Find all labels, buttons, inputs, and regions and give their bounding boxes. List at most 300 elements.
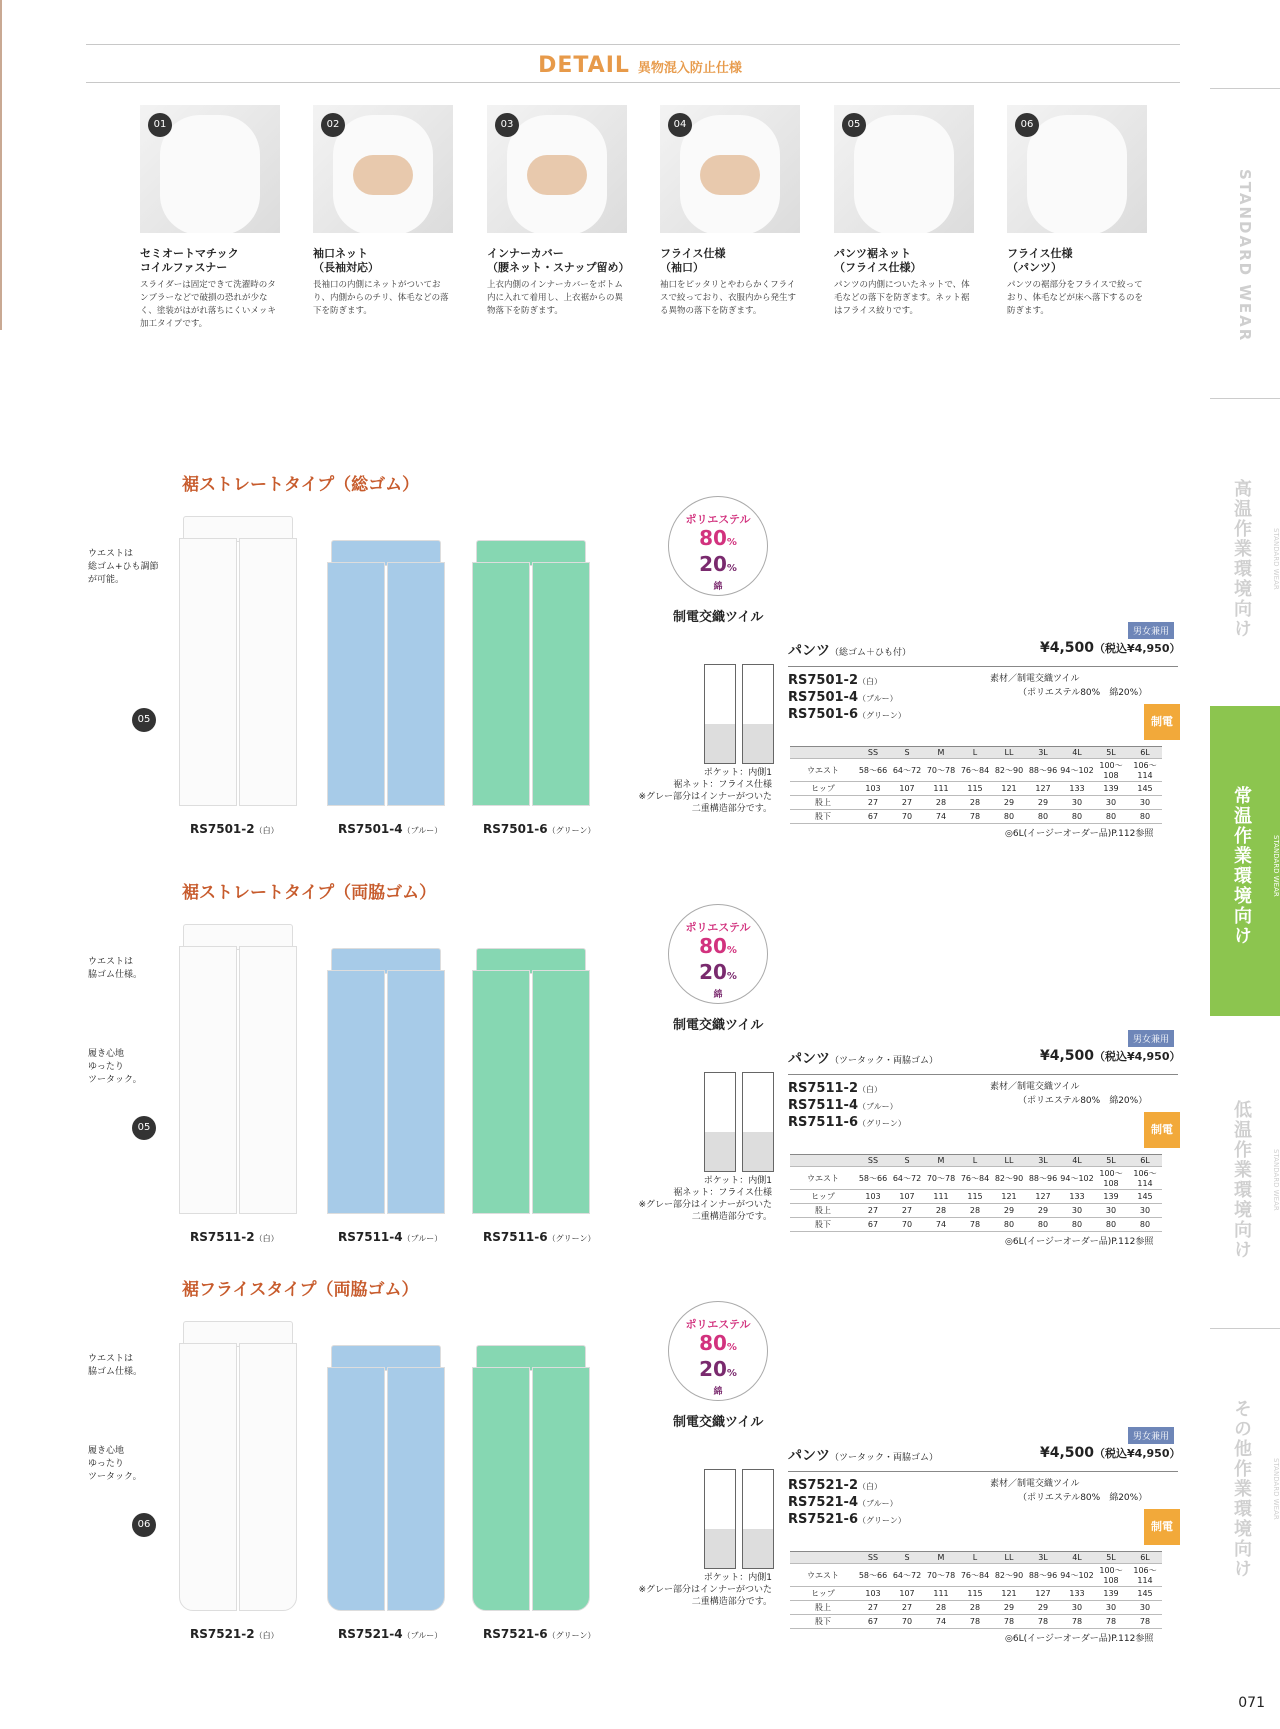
- cotton-label: 綿: [713, 1387, 723, 1397]
- size-cell: 88〜96: [1026, 1564, 1060, 1587]
- size-cell: 121: [992, 1587, 1026, 1601]
- caption-code: RS7501-2: [190, 822, 255, 836]
- right-leg-shape: [387, 970, 445, 1214]
- pants-photo: [175, 516, 301, 806]
- top-rule: [86, 44, 1180, 45]
- size-header-cell: 3L: [1026, 747, 1060, 759]
- detail-number-badge: 04: [668, 113, 692, 137]
- tab-label: その他作業環境向け: [1231, 1399, 1252, 1579]
- caption-color: （白）: [254, 1234, 279, 1243]
- size-table-wrap: [790, 746, 1162, 824]
- size-cell: 78: [1026, 1615, 1060, 1629]
- easy-order-ref: ◎6L(イージーオーダー品)P.112参照: [1005, 829, 1154, 839]
- size-header-cell: S: [890, 747, 924, 759]
- size-header-cell: 6L: [1128, 1552, 1162, 1564]
- caption-code: RS7521-6: [483, 1627, 548, 1641]
- left-leg-shape: [327, 1367, 385, 1611]
- caption-color: （グリーン）: [547, 1234, 596, 1243]
- tab-label: 常温作業環境向け: [1231, 786, 1252, 946]
- size-cell: 28: [958, 1204, 992, 1218]
- detail-body-text: パンツの裾部分をフライスで絞っており、体毛などが床へ落下するのを防ぎます。: [1007, 280, 1144, 316]
- size-table: [790, 1154, 1162, 1232]
- size-cell: 30: [1128, 796, 1162, 810]
- left-leg-shape: [472, 1367, 530, 1611]
- size-cell: 76〜84: [958, 1167, 992, 1190]
- caption-color: （グリーン）: [547, 1631, 596, 1640]
- right-leg-shape: [387, 1367, 445, 1611]
- size-header-cell: M: [924, 1552, 958, 1564]
- size-header-cell: 3L: [1026, 1552, 1060, 1564]
- size-header-cell: 4L: [1060, 747, 1094, 759]
- detail-body-text: パンツの内側についたネットで、体毛などの落下を防ぎます。ネット裾はフライス絞りです。: [834, 280, 970, 316]
- detail-number-badge: 05: [842, 113, 866, 137]
- size-header-cell: LL: [992, 1552, 1026, 1564]
- hand-shape: [527, 155, 587, 195]
- size-table-wrap: [790, 1154, 1162, 1232]
- size-cell: 28: [924, 1204, 958, 1218]
- size-cell: 121: [992, 1190, 1026, 1204]
- size-cell: 100〜108: [1094, 759, 1128, 782]
- size-cell: 28: [958, 796, 992, 810]
- size-cell: 78: [1094, 1615, 1128, 1629]
- product-code: [788, 1114, 906, 1132]
- size-cell: 29: [992, 1204, 1026, 1218]
- size-cell: 80: [1128, 1218, 1162, 1232]
- size-cell: 103: [856, 1587, 890, 1601]
- size-header-cell: 3L: [1026, 1155, 1060, 1167]
- fabric-name: 制電交織ツイル: [673, 610, 764, 625]
- section-title: 裾ストレートタイプ（両脇ゴム）: [182, 883, 437, 903]
- size-row: [790, 1167, 1162, 1190]
- size-cell: 127: [1026, 782, 1060, 796]
- product-code-text: RS7521-6: [788, 1512, 858, 1527]
- product-code-text: RS7511-6: [788, 1115, 858, 1130]
- size-cell: 88〜96: [1026, 1167, 1060, 1190]
- size-cell: 100〜108: [1094, 1167, 1128, 1190]
- product-code-color: （白）: [858, 677, 882, 686]
- size-header-blank: [790, 1155, 856, 1167]
- drawing-back-shape: [742, 1469, 774, 1569]
- right-leg-shape: [532, 970, 590, 1214]
- size-cell: 82〜90: [992, 1564, 1026, 1587]
- detail-photo: [660, 105, 800, 233]
- color-caption: [190, 822, 279, 836]
- garment-shape: [160, 115, 260, 233]
- polyester-percent: [669, 935, 767, 962]
- size-header-cell: 5L: [1094, 1552, 1128, 1564]
- product-code-text: RS7501-4: [788, 690, 858, 705]
- cotton-percent: [669, 962, 767, 987]
- hand-shape: [353, 155, 413, 195]
- percent-unit: %: [726, 1342, 737, 1353]
- color-caption: [338, 1627, 442, 1641]
- size-row-header: 股上: [790, 796, 856, 810]
- size-cell: 30: [1128, 1601, 1162, 1615]
- size-header-cell: 6L: [1128, 747, 1162, 759]
- size-cell: 115: [958, 1190, 992, 1204]
- antistatic-badge: 制電: [1144, 704, 1180, 740]
- size-header-row: [790, 1155, 1162, 1167]
- detail-card: [140, 105, 280, 331]
- product-code: [788, 1511, 906, 1529]
- material-line: 素材／制電交織ツイル: [990, 674, 1080, 684]
- detail-heading-text: インナーカバー （腰ネット・スナップ留め）: [487, 247, 630, 274]
- size-cell: 67: [856, 1615, 890, 1629]
- pants-photo: [323, 540, 449, 806]
- size-row-header: 股上: [790, 1601, 856, 1615]
- product-code-color: （グリーン）: [858, 1516, 906, 1525]
- antistatic-badge: 制電: [1144, 1112, 1180, 1148]
- product-code: [788, 1494, 898, 1512]
- size-header-cell: L: [958, 1552, 992, 1564]
- pants-photo: [468, 1345, 594, 1611]
- size-cell: 70〜78: [924, 1564, 958, 1587]
- detail-rule: [86, 82, 1180, 83]
- product-code: [788, 1477, 882, 1495]
- size-row: [790, 759, 1162, 782]
- detail-number-badge: 06: [1015, 113, 1039, 137]
- product-name-note: （ツータック・両脇ゴム）: [830, 1453, 939, 1463]
- size-cell: 76〜84: [958, 759, 992, 782]
- size-cell: 106〜114: [1128, 1167, 1162, 1190]
- tab-sublabel: STANDARD WEAR: [1272, 835, 1280, 897]
- size-cell: 70〜78: [924, 1167, 958, 1190]
- detail-heading-text: 袖口ネット （長袖対応）: [313, 247, 379, 274]
- size-cell: 30: [1128, 1204, 1162, 1218]
- product-rule: [788, 1074, 1178, 1075]
- product-code: [788, 1097, 898, 1115]
- fabric-badge: [668, 496, 768, 596]
- size-cell: 70: [890, 1218, 924, 1232]
- fabric-name: 制電交織ツイル: [673, 1018, 764, 1033]
- size-cell: 76〜84: [958, 1564, 992, 1587]
- caption-code: RS7521-2: [190, 1627, 255, 1641]
- hand-shape: [700, 155, 760, 195]
- product-code-text: RS7501-6: [788, 707, 858, 722]
- size-cell: 145: [1128, 782, 1162, 796]
- size-cell: 28: [924, 796, 958, 810]
- tab-other[interactable]: [1210, 1328, 1280, 1628]
- garment-shape: [854, 115, 954, 233]
- cotton-label: 綿: [713, 582, 723, 592]
- caption-color: （白）: [254, 1631, 279, 1640]
- size-cell: 70〜78: [924, 759, 958, 782]
- size-cell: 139: [1094, 1190, 1128, 1204]
- drawing-back-shape: [742, 664, 774, 764]
- tab-divider: [1210, 398, 1280, 399]
- product-code-color: （グリーン）: [858, 711, 906, 720]
- size-cell: 111: [924, 1587, 958, 1601]
- waist-note: ウエストは 総ゴム+ひも調節 が可能。: [88, 549, 159, 585]
- size-table: [790, 1551, 1162, 1629]
- size-cell: 88〜96: [1026, 759, 1060, 782]
- size-header-row: [790, 747, 1162, 759]
- product-name-note: （ツータック・両脇ゴム）: [830, 1056, 939, 1066]
- percent-unit: %: [726, 971, 737, 982]
- size-cell: 80: [1026, 810, 1060, 824]
- caption-color: （ブルー）: [402, 1234, 443, 1243]
- size-header-blank: [790, 747, 856, 759]
- tab-normal-temp[interactable]: [1210, 706, 1280, 1016]
- size-cell: 133: [1060, 782, 1094, 796]
- caption-code: RS7501-6: [483, 822, 548, 836]
- drawing-front-shape: [704, 1072, 736, 1172]
- left-leg-shape: [472, 970, 530, 1214]
- page-number: 071: [1238, 1695, 1265, 1711]
- caption-code: RS7511-4: [338, 1230, 403, 1244]
- color-caption: [190, 1230, 279, 1244]
- caption-color: （ブルー）: [402, 826, 443, 835]
- size-header-cell: L: [958, 1155, 992, 1167]
- size-cell: 30: [1094, 796, 1128, 810]
- detail-ref-badge: 06: [132, 1513, 156, 1537]
- percent-unit: %: [726, 945, 737, 956]
- size-header-cell: SS: [856, 747, 890, 759]
- product-code-text: RS7511-2: [788, 1081, 858, 1096]
- product-code: [788, 1080, 882, 1098]
- size-row-header: 股上: [790, 1204, 856, 1218]
- size-cell: 29: [1026, 1204, 1060, 1218]
- size-row-header: 股下: [790, 1615, 856, 1629]
- product-name-text: パンツ: [788, 1051, 830, 1067]
- price-tax: （税込¥4,950）: [1094, 642, 1181, 655]
- size-cell: 78: [958, 1615, 992, 1629]
- size-cell: 27: [856, 1601, 890, 1615]
- size-header-cell: SS: [856, 1155, 890, 1167]
- size-cell: 27: [856, 796, 890, 810]
- tab-low-temp[interactable]: [1210, 1030, 1280, 1320]
- size-table: [790, 746, 1162, 824]
- color-caption: [483, 822, 595, 836]
- size-cell: 28: [958, 1601, 992, 1615]
- easy-order-ref: ◎6L(イージーオーダー品)P.112参照: [1005, 1237, 1154, 1247]
- size-header-cell: 5L: [1094, 1155, 1128, 1167]
- price-value: ¥4,500: [1040, 1048, 1095, 1064]
- color-caption: [483, 1627, 595, 1641]
- product-code-text: RS7521-2: [788, 1478, 858, 1493]
- fabric-name: 制電交織ツイル: [673, 1415, 764, 1430]
- size-cell: 67: [856, 810, 890, 824]
- detail-photo: [487, 105, 627, 233]
- material-composition: （ポリエステル80% 綿20%）: [1018, 688, 1148, 698]
- pocket-note: ポケット：内側1 裾ネット：フライス仕様 ※グレー部分はインナーがついた 二重構造部分です。: [638, 1176, 772, 1222]
- size-cell: 111: [924, 1190, 958, 1204]
- product-name-note: （総ゴム＋ひも付）: [830, 648, 912, 658]
- size-cell: 30: [1060, 1204, 1094, 1218]
- product-name: [788, 1445, 938, 1465]
- size-cell: 30: [1094, 1204, 1128, 1218]
- size-row-header: ウエスト: [790, 759, 856, 782]
- size-cell: 94〜102: [1060, 759, 1094, 782]
- detail-subtitle: 異物混入防止仕様: [637, 61, 742, 76]
- detail-body-text: 長袖口の内側にネットがついており、内側からのチリ、体毛などの落下を防ぎます。: [313, 280, 449, 316]
- size-header-cell: S: [890, 1552, 924, 1564]
- detail-heading-text: パンツ裾ネット （フライス仕様）: [834, 247, 922, 274]
- detail-card: [487, 105, 630, 318]
- size-cell: 30: [1060, 1601, 1094, 1615]
- cotton-percent: [669, 554, 767, 579]
- tab-high-temp[interactable]: [1210, 398, 1280, 698]
- product-name: [788, 640, 911, 660]
- caption-color: （白）: [254, 826, 279, 835]
- size-cell: 58〜66: [856, 1167, 890, 1190]
- size-header-cell: LL: [992, 747, 1026, 759]
- size-row: [790, 1564, 1162, 1587]
- size-header-cell: LL: [992, 1155, 1026, 1167]
- size-cell: 80: [1094, 810, 1128, 824]
- size-row: [790, 782, 1162, 796]
- size-cell: 103: [856, 1190, 890, 1204]
- product-code-text: RS7511-4: [788, 1098, 858, 1113]
- caption-code: RS7511-6: [483, 1230, 548, 1244]
- section-title: 裾ストレートタイプ（総ゴム）: [182, 475, 420, 495]
- product-code-color: （ブルー）: [858, 694, 898, 703]
- detail-photo: [834, 105, 974, 233]
- size-cell: 30: [1094, 1601, 1128, 1615]
- size-row-header: ヒップ: [790, 1190, 856, 1204]
- technical-drawing: [704, 664, 774, 764]
- polyester-percent: [669, 1332, 767, 1359]
- size-cell: 100〜108: [1094, 1564, 1128, 1587]
- left-leg-shape: [179, 538, 237, 806]
- comfort-note: 履き心地 ゆったり ツータック。: [88, 1049, 142, 1085]
- pants-photo: [468, 540, 594, 806]
- right-leg-shape: [387, 562, 445, 806]
- size-cell: 133: [1060, 1190, 1094, 1204]
- size-cell: 103: [856, 782, 890, 796]
- price-tax: （税込¥4,950）: [1094, 1447, 1181, 1460]
- size-cell: 78: [992, 1615, 1026, 1629]
- size-header-cell: SS: [856, 1552, 890, 1564]
- material-composition: （ポリエステル80% 綿20%）: [1018, 1096, 1148, 1106]
- product-code-color: （白）: [858, 1085, 882, 1094]
- drawing-back-shape: [742, 1072, 774, 1172]
- detail-heading-text: フライス仕様 （パンツ）: [1007, 247, 1073, 274]
- size-header-row: [790, 1552, 1162, 1564]
- pants-photo: [175, 924, 301, 1214]
- size-cell: 29: [1026, 1601, 1060, 1615]
- pants-photo: [323, 1345, 449, 1611]
- detail-heading-text: セミオートマチック コイルファスナー: [140, 247, 239, 274]
- right-leg-shape: [532, 562, 590, 806]
- tab-label: 高温作業環境向け: [1231, 479, 1252, 639]
- size-cell: 82〜90: [992, 1167, 1026, 1190]
- size-row-header: 股下: [790, 1218, 856, 1232]
- percent-unit: %: [726, 537, 737, 548]
- size-cell: 74: [924, 810, 958, 824]
- percent-unit: %: [726, 563, 737, 574]
- detail-title: DETAIL: [538, 53, 630, 78]
- polyester-value: 80: [699, 1331, 727, 1355]
- tab-standard-wear[interactable]: [1210, 88, 1280, 388]
- product-code-color: （白）: [858, 1482, 882, 1491]
- caption-code: RS7521-4: [338, 1627, 403, 1641]
- left-leg-shape: [327, 562, 385, 806]
- product-code: [788, 689, 898, 707]
- product-code-color: （グリーン）: [858, 1119, 906, 1128]
- material-line: 素材／制電交織ツイル: [990, 1479, 1080, 1489]
- drawing-front-shape: [704, 1469, 736, 1569]
- size-cell: 64〜72: [890, 1564, 924, 1587]
- left-leg-shape: [472, 562, 530, 806]
- left-leg-shape: [179, 946, 237, 1214]
- fabric-label: ポリエステル: [685, 1318, 751, 1331]
- detail-heading: [0, 53, 1280, 78]
- detail-photo: [1007, 105, 1147, 233]
- detail-number-badge: 01: [148, 113, 172, 137]
- right-leg-shape: [239, 1343, 297, 1611]
- size-cell: 29: [1026, 796, 1060, 810]
- price-value: ¥4,500: [1040, 640, 1095, 656]
- size-cell: 78: [958, 810, 992, 824]
- size-cell: 64〜72: [890, 1167, 924, 1190]
- size-row-header: ウエスト: [790, 1167, 856, 1190]
- product-code-text: RS7521-4: [788, 1495, 858, 1510]
- pants-photo: [323, 948, 449, 1214]
- size-cell: 107: [890, 1587, 924, 1601]
- size-cell: 70: [890, 810, 924, 824]
- size-header-cell: M: [924, 1155, 958, 1167]
- size-header-cell: M: [924, 747, 958, 759]
- size-cell: 94〜102: [1060, 1167, 1094, 1190]
- detail-body-text: 袖口をピッタリとやわらかくフライスで絞っており、衣服内から発生する異物の落下を防ぎます。: [660, 280, 797, 316]
- size-cell: 29: [992, 796, 1026, 810]
- tab-sublabel: STANDARD WEAR: [1272, 528, 1280, 590]
- product-code: [788, 706, 906, 724]
- size-cell: 67: [856, 1218, 890, 1232]
- tab-sublabel: STANDARD WEAR: [1272, 1149, 1280, 1211]
- size-cell: 58〜66: [856, 1564, 890, 1587]
- right-leg-shape: [239, 538, 297, 806]
- size-cell: 106〜114: [1128, 1564, 1162, 1587]
- color-caption: [338, 822, 442, 836]
- size-cell: 82〜90: [992, 759, 1026, 782]
- easy-order-ref: ◎6L(イージーオーダー品)P.112参照: [1005, 1634, 1154, 1644]
- product-rule: [788, 1471, 1178, 1472]
- size-cell: 127: [1026, 1190, 1060, 1204]
- price-tax: （税込¥4,950）: [1094, 1050, 1181, 1063]
- size-row: [790, 1615, 1162, 1629]
- polyester-percent: [669, 527, 767, 554]
- size-cell: 64〜72: [890, 759, 924, 782]
- right-leg-shape: [532, 1367, 590, 1611]
- size-cell: 78: [1128, 1615, 1162, 1629]
- size-row: [790, 1587, 1162, 1601]
- size-cell: 80: [992, 810, 1026, 824]
- waist-note: ウエストは 脇ゴム仕様。: [88, 1354, 143, 1377]
- size-cell: 111: [924, 782, 958, 796]
- detail-ref-badge: 05: [132, 1116, 156, 1140]
- size-cell: 78: [958, 1218, 992, 1232]
- size-cell: 121: [992, 782, 1026, 796]
- size-cell: 30: [1060, 796, 1094, 810]
- tab-divider: [1210, 1328, 1280, 1329]
- size-row: [790, 1601, 1162, 1615]
- pants-photo: [468, 948, 594, 1214]
- size-cell: 145: [1128, 1190, 1162, 1204]
- size-row-header: ヒップ: [790, 782, 856, 796]
- product-code-color: （ブルー）: [858, 1499, 898, 1508]
- detail-photo: [313, 105, 453, 233]
- size-cell: 27: [856, 1204, 890, 1218]
- garment-shape: [1027, 115, 1127, 233]
- size-cell: 74: [924, 1218, 958, 1232]
- unisex-badge: 男女兼用: [1128, 1427, 1174, 1444]
- tab-label: 低温作業環境向け: [1231, 1100, 1252, 1260]
- unisex-badge: 男女兼用: [1128, 622, 1174, 639]
- cotton-value: 20: [699, 1357, 727, 1381]
- size-cell: 94〜102: [1060, 1564, 1094, 1587]
